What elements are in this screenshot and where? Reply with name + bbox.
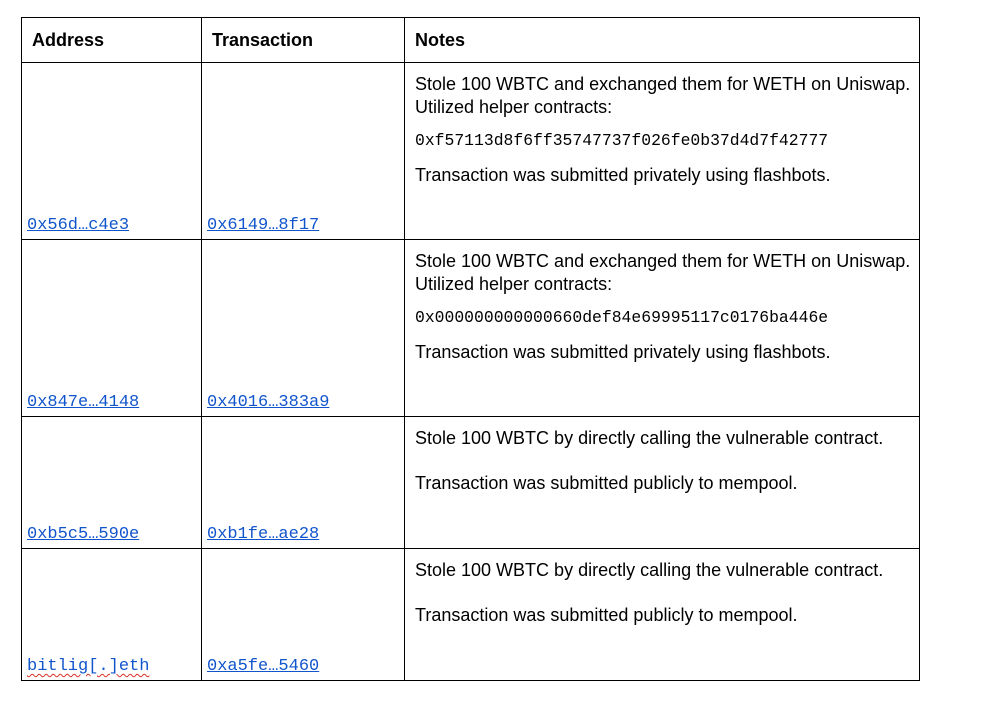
transactions-table xyxy=(21,17,920,681)
transaction-link[interactable]: 0xa5fe…5460 xyxy=(207,657,320,676)
helper-contract-address: 0xf57113d8f6ff35747737f026fe0b37d4d7f42777 xyxy=(415,131,829,150)
notes-cell xyxy=(405,63,920,240)
note-submission-text: Transaction was submitted publicly to mempool. xyxy=(415,473,798,493)
note-text: Stole 100 WBTC and exchanged them for WETH on Uniswap. Utilized helper contracts: xyxy=(415,74,911,117)
spacer xyxy=(415,582,913,604)
address-link[interactable]: 0x56d…c4e3 xyxy=(27,216,130,235)
column-header-notes: Notes xyxy=(405,18,920,63)
helper-contract-address: 0x000000000000660def84e69995117c0176ba446e xyxy=(415,308,829,327)
address-link[interactable]: 0xb5c5…590e xyxy=(27,525,140,544)
header-row xyxy=(22,18,920,63)
table-row xyxy=(22,240,920,417)
spacer xyxy=(415,450,913,472)
note-text: Stole 100 WBTC and exchanged them for WETH on Uniswap. Utilized helper contracts: xyxy=(415,251,911,294)
table-row xyxy=(22,417,920,549)
notes-cell xyxy=(405,417,920,549)
note-submission-text: Transaction was submitted privately using flashbots. xyxy=(415,342,831,362)
column-header-transaction: Transaction xyxy=(202,18,405,63)
transaction-link[interactable]: 0x6149…8f17 xyxy=(207,216,320,235)
transaction-link[interactable]: 0x4016…383a9 xyxy=(207,393,330,412)
column-header-address: Address xyxy=(22,18,202,63)
address-cell xyxy=(22,549,202,681)
transaction-link[interactable]: 0xb1fe…ae28 xyxy=(207,525,320,544)
address-cell xyxy=(22,417,202,549)
address-link[interactable]: bitlig[.]eth xyxy=(27,657,150,676)
note-submission-text: Transaction was submitted privately using flashbots. xyxy=(415,165,831,185)
notes-cell xyxy=(405,240,920,417)
notes-cell xyxy=(405,549,920,681)
table-row xyxy=(22,63,920,240)
transaction-cell xyxy=(202,240,405,417)
note-text: Stole 100 WBTC by directly calling the vulnerable contract. xyxy=(415,560,884,580)
address-cell xyxy=(22,63,202,240)
address-cell xyxy=(22,240,202,417)
transaction-cell xyxy=(202,417,405,549)
transaction-cell xyxy=(202,549,405,681)
note-text: Stole 100 WBTC by directly calling the vulnerable contract. xyxy=(415,428,884,448)
table-row xyxy=(22,549,920,681)
transaction-cell xyxy=(202,63,405,240)
note-submission-text: Transaction was submitted publicly to mempool. xyxy=(415,605,798,625)
address-link[interactable]: 0x847e…4148 xyxy=(27,393,140,412)
